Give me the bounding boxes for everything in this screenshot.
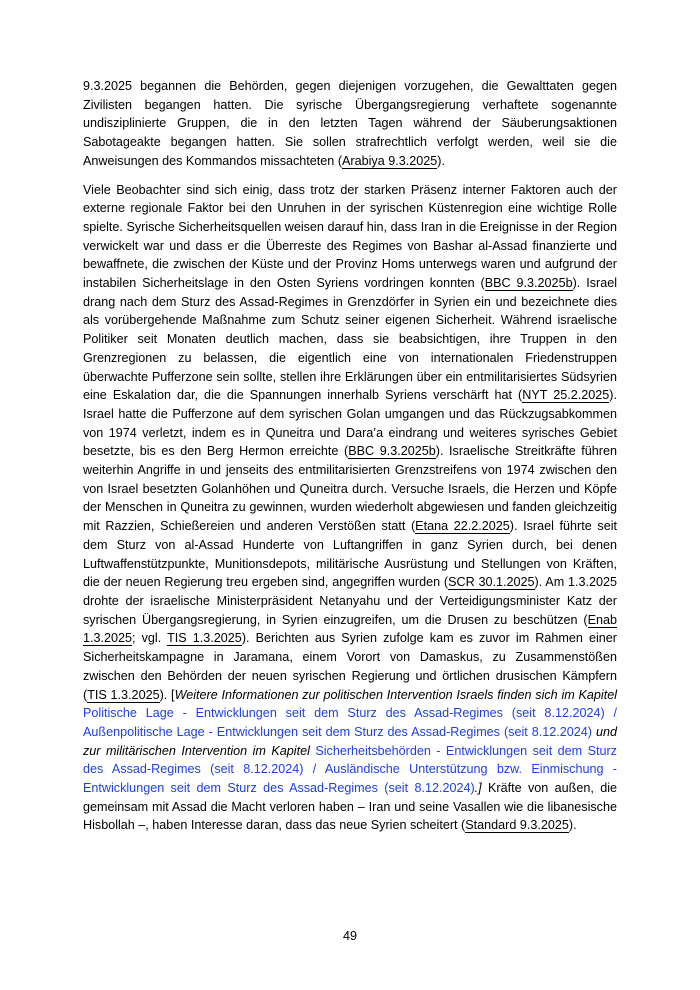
source-link-scr[interactable]: SCR 30.1.2025 <box>448 575 535 590</box>
source-link-tis[interactable]: TIS 1.3.2025 <box>167 631 242 646</box>
italic-note: Weitere Informationen zur politischen Intervention Israels finden sich im Kapitel <box>174 687 617 702</box>
paragraph-1 <box>83 77 617 171</box>
source-link-standard[interactable]: Standard 9.3.2025 <box>465 818 569 833</box>
text-run: ; vgl. <box>132 631 168 646</box>
page-number: 49 <box>342 929 357 943</box>
text-run: ). <box>568 818 577 833</box>
source-link-arabiya[interactable]: Arabiya 9.3.2025 <box>342 153 438 168</box>
text-run: ). Berichten aus Syrien zufolge kam es zuvor im Rahmen einer Sicherheitskampagne in Jaramana, einem Vorort von Damaskus, zu Zusammenstößen zwischen den Behörden der neuen syrischen Regierung und örtlichen drusischen Kämpfern ( <box>83 631 618 702</box>
source-link-bbc[interactable]: BBC 9.3.2025b <box>348 444 436 459</box>
text-run: 9.3.2025 begannen die Behörden, gegen diejenigen vorzugehen, die Gewalttaten gegen Zivilisten begangen hatten. Die syrische Übergangsregierung verhaftete sogenannte undisziplinierte Gruppen, die in den letzten Tagen während der Säuberungsaktionen Sabotageakte begangen hatten. Sie sollen strafrechtlich verfolgt werden, weil sie die Anweisungen des Kommandos missachteten ( <box>83 79 617 168</box>
text-run: ). Israel drang nach dem Sturz des Assad-Regimes in Grenzdörfer in Syrien ein und bezeichnete dies als vorübergehende Maßnahme zum Schutz seiner eigenen Sicherheit. Während israelische Politiker seit Monaten deutlich machen, dass sie beabsichtigen, ihre Truppen in den Grenzregionen zu belassen, die eigentlich eine von internationalen Friedenstruppen überwachte Pufferzone sein sollte, stellen ihre Erklärungen über ein entmilitarisiertes Südsyrien eine Eskalation dar, die die Spannungen innerhalb Syriens verschärft hat ( <box>83 276 617 403</box>
text-run: ). <box>437 153 445 168</box>
chapter-link-sicherheitsbehoerden[interactable]: Sicherheitsbehörden - Entwicklungen seit dem Sturz des Assad-Regimes (seit 8.12.2024) / Ausländische Unterstützung bzw. Einmischung - Entwicklungen seit dem Sturz des Assad-Regimes (seit 8.12.2024) <box>83 743 617 796</box>
paragraph-2 <box>83 181 617 836</box>
italic-note: und zur militärischen Intervention im Kapitel <box>83 724 618 758</box>
source-link-bbc[interactable]: BBC 9.3.2025b <box>484 276 573 291</box>
source-link-etana[interactable]: Etana 22.2.2025 <box>415 519 510 534</box>
text-run: ). Am 1.3.2025 drohte der israelische Ministerpräsident Netanyahu und der Verteidigungsminister Katz der syrischen Übergangsregierung, in Syrien einzugreifen, um die Drusen zu beschützen ( <box>83 575 617 627</box>
text-run: ). Israelische Streitkräfte führen weiterhin Angriffe in und jenseits des entmilitarisierten Grenzstreifens von 1974 zwischen den von Israel besetzten Golanhöhen und Quneitra durch. Versuche Israels, die Herzen und Köpfe der Menschen in Quneitra zu gewinnen, wurden wiederholt abgewiesen und fanden gleichzeitig mit Razzien, Schießereien und anderen Verstößen statt ( <box>83 444 618 534</box>
italic-note: .] <box>474 781 482 796</box>
text-run: ). Israel hatte die Pufferzone auf dem syrischen Golan umgangen und das Rückzugsabkommen von 1974 verletzt, indem es in Quneitra und Dara’a eindrang und weiteres syrisches Gebiet besetzte, bis es den Berg Hermon erreichte ( <box>83 388 617 459</box>
source-link-nyt[interactable]: NYT 25.2.2025 <box>522 388 610 403</box>
text-run: ). [ <box>159 687 175 702</box>
chapter-link-politische-lage[interactable]: Politische Lage - Entwicklungen seit dem Sturz des Assad-Regimes (seit 8.12.2024) / Außenpolitische Lage - Entwicklungen seit dem Sturz des Assad-Regimes (seit 8.12.2024) <box>83 706 617 739</box>
source-link-tis[interactable]: TIS 1.3.2025 <box>87 687 160 702</box>
text-run: ). Israel führte seit dem Sturz von al-Assad Hunderte von Luftangriffen in ganz Syrien durch, bei denen Luftwaffenstützpunkte, Munitionsdepots, militärische Ausrüstung und Stellungen von Kräften, die der neuen Regierung treu ergeben sind, angegriffen wurden ( <box>83 519 618 590</box>
text-run: Viele Beobachter sind sich einig, dass trotz der starken Präsenz interner Faktoren auch der externe regionale Faktor bei den Unruhen in der syrischen Küstenregion eine wichtige Rolle spielte. Syrische Sicherheitsquellen weisen darauf hin, dass Iran in die Ereignisse in der Region verwickelt war und dass er die Überreste des Regimes von Bashar al-Assad finanzierte und bewaffnete, die zwischen der Küste und der Provinz Homs unterwegs waren und aufgrund der instabilen Sicherheitslage in den Osten Syriens vordringen konnten ( <box>83 182 617 291</box>
text-run: Kräfte von außen, die gemeinsam mit Assad die Macht verloren haben – Iran und seine Vasallen wie die libanesische Hisbollah –, haben Interesse daran, dass das neue Syrien scheitert ( <box>83 781 617 833</box>
source-link-enab[interactable]: Enab 1.3.2025 <box>83 612 617 646</box>
page-body <box>83 77 617 835</box>
